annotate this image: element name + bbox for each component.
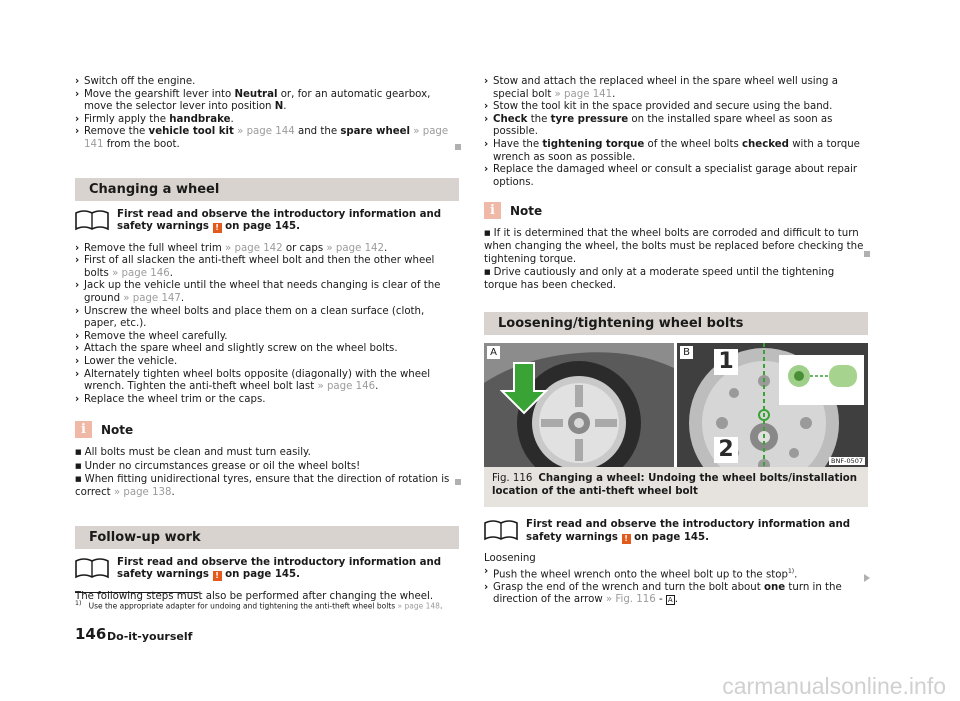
step-item: › Attach the spare wheel and slightly screw on the wheel bolts. bbox=[75, 343, 398, 355]
left-column bbox=[75, 76, 459, 603]
step-item: › Check the tyre pressure on the installed spare wheel as soon as possible. bbox=[484, 113, 833, 138]
step-list-top bbox=[75, 76, 459, 152]
step-list-mid bbox=[75, 243, 459, 407]
step-arrow-icon: › bbox=[484, 101, 489, 113]
step-item: › Alternately tighten wheel bolts opposite (diagonally) with the wheel wrench. Tighten the anti-theft wheel bolt last » page 146. bbox=[75, 368, 431, 393]
step-arrow-icon: › bbox=[484, 113, 489, 125]
callout-1: 1 bbox=[718, 349, 734, 375]
step-arrow-icon: › bbox=[75, 113, 80, 125]
step-item: › Unscrew the wheel bolts and place them on a clean surface (cloth, paper, etc.). bbox=[75, 305, 425, 330]
note-list bbox=[484, 227, 868, 292]
step-arrow-icon: › bbox=[75, 393, 80, 405]
step-list-top bbox=[484, 76, 868, 189]
step-item: › Switch off the engine. bbox=[75, 76, 196, 87]
step-item: › Stow and attach the replaced wheel in the spare wheel well using a special bolt » page 141. bbox=[484, 76, 838, 100]
step-arrow-icon: › bbox=[75, 242, 80, 254]
end-mark-icon bbox=[455, 144, 461, 150]
step-item: › Jack up the vehicle until the wheel that needs changing is clear of the ground » page 147. bbox=[75, 280, 441, 304]
step-item: › Move the gearshift lever into Neutral or, for an automatic gearbox, move the selector lever into position N. bbox=[75, 88, 431, 113]
step-arrow-icon: › bbox=[75, 280, 80, 292]
page-link[interactable]: » page 147 bbox=[120, 292, 181, 304]
end-mark-icon bbox=[864, 251, 870, 257]
end-mark-icon bbox=[455, 479, 461, 485]
info-icon: i bbox=[484, 202, 501, 219]
figure-code: BNF-0507 bbox=[831, 457, 863, 466]
step-arrow-icon: › bbox=[484, 76, 489, 87]
continue-arrow-icon bbox=[864, 574, 870, 582]
step-item: › Have the tightening torque of the wheel bolts checked with a torque wrench as soon as possible. bbox=[484, 138, 860, 163]
page-link[interactable]: » page 146 bbox=[108, 267, 170, 279]
book-icon bbox=[75, 557, 109, 579]
step-item: › Remove the full wheel trim » page 142 or caps » page 142. bbox=[75, 242, 388, 254]
callout-2: 2 bbox=[718, 437, 734, 463]
page-link[interactable]: » page 148 bbox=[395, 601, 440, 611]
page-link[interactable]: on page 145. bbox=[221, 569, 300, 581]
figure-part-box: A bbox=[667, 596, 673, 605]
footnote: $^{1)}$ Use the appropriate adapter for undoing and tightening the anti-theft wheel bolts » page 148. bbox=[75, 600, 443, 611]
section-title: Loosening/tightening wheel bolts bbox=[484, 312, 868, 335]
note-item: ■ When fitting unidirectional tyres, ensure that the direction of rotation is correct » page 138. bbox=[75, 473, 459, 499]
watermark: carmanualsonline.info bbox=[722, 673, 946, 700]
step-item: › Remove the wheel carefully. bbox=[75, 330, 228, 342]
note-item: ■ Under no circumstances grease or oil the wheel bolts! bbox=[75, 460, 459, 474]
step-arrow-icon: › bbox=[484, 138, 489, 150]
figure-caption: Fig. 116 Changing a wheel: Undoing the wheel bolts/installation location of the anti-theft wheel bolt bbox=[484, 467, 868, 507]
read-first-row: First read and observe the introductory information and safety warnings ! on page 145. bbox=[75, 209, 459, 235]
step-item: › Replace the wheel trim or the caps. bbox=[75, 393, 266, 405]
step-item: › Grasp the end of the wrench and turn the bolt about one turn in the direction of the arrow » Fig. 116 - A . bbox=[484, 581, 842, 606]
footnote-rule bbox=[75, 592, 199, 593]
wheel-illustration bbox=[484, 343, 868, 467]
info-icon: i bbox=[75, 421, 92, 438]
page-link[interactable]: » page 146 bbox=[314, 381, 376, 393]
page-link[interactable]: » page 142 bbox=[323, 242, 385, 254]
page-link[interactable]: on page 145. bbox=[630, 531, 709, 543]
section-title: Changing a wheel bbox=[75, 178, 459, 201]
step-arrow-icon: › bbox=[484, 164, 489, 176]
step-item: › Lower the vehicle. bbox=[75, 355, 178, 367]
note-item: ■ All bolts must be clean and must turn easily. bbox=[75, 446, 459, 460]
subheading: Loosening bbox=[484, 553, 536, 565]
step-item: › Push the wheel wrench onto the wheel bolt up to the stop$^{1)}$. bbox=[484, 565, 798, 581]
warning-icon: ! bbox=[622, 534, 631, 544]
step-item: › Stow the tool kit in the space provided and secure using the band. bbox=[484, 101, 833, 113]
figure-116 bbox=[484, 343, 868, 467]
note-item: ■ If it is determined that the wheel bolts are corroded and difficult to turn when changing the wheel, the bolts must be replaced before checking the tightening torque. bbox=[484, 227, 868, 266]
step-item: › Replace the damaged wheel or consult a specialist garage about repair options. bbox=[484, 164, 858, 188]
step-item: › Remove the vehicle tool kit » page 144 and the spare wheel » page 141 from the boot. bbox=[75, 126, 449, 150]
step-item: › First of all slacken the anti-theft wheel bolt and then the other wheel bolts » page 146. bbox=[75, 255, 435, 279]
page-number: 146 bbox=[75, 625, 107, 643]
step-arrow-icon: › bbox=[484, 565, 489, 577]
right-column bbox=[484, 76, 868, 607]
note-list bbox=[75, 446, 459, 499]
step-arrow-icon: › bbox=[75, 368, 80, 380]
warning-icon: ! bbox=[213, 223, 222, 233]
step-arrow-icon: › bbox=[75, 76, 80, 87]
figure-label-b: B bbox=[680, 346, 693, 359]
read-first-row: First read and observe the introductory information and safety warnings ! on page 145. bbox=[75, 557, 459, 583]
step-arrow-icon: › bbox=[75, 343, 80, 355]
figure-link[interactable]: » Fig. 116 bbox=[602, 594, 656, 606]
note-item: ■ Drive cautiously and only at a moderate speed until the tightening torque has been checked. bbox=[484, 266, 868, 292]
step-arrow-icon: › bbox=[75, 88, 80, 100]
note-heading: i Note bbox=[75, 420, 459, 440]
book-icon bbox=[484, 519, 518, 541]
step-arrow-icon: › bbox=[75, 255, 80, 267]
step-arrow-icon: › bbox=[75, 355, 80, 367]
page-link[interactable]: » page 138 bbox=[110, 487, 172, 499]
page-link[interactable]: » page 142 bbox=[221, 242, 283, 254]
body-paragraph: The following steps must also be performed after changing the wheel. bbox=[75, 590, 434, 602]
page-link[interactable]: » page 144 bbox=[233, 126, 295, 138]
book-icon bbox=[75, 209, 109, 231]
step-arrow-icon: › bbox=[75, 305, 80, 317]
step-item: › Firmly apply the handbrake. bbox=[75, 113, 234, 125]
step-arrow-icon: › bbox=[484, 581, 489, 593]
page-link[interactable]: » page 141 bbox=[551, 88, 613, 100]
step-arrow-icon: › bbox=[75, 330, 80, 342]
section-title: Follow-up work bbox=[75, 526, 459, 549]
step-arrow-icon: › bbox=[75, 126, 80, 138]
page-link[interactable]: on page 145. bbox=[221, 221, 300, 233]
figure-label-a: A bbox=[487, 346, 500, 359]
step-list-bottom bbox=[484, 566, 868, 607]
page-link[interactable]: » page 141 bbox=[84, 126, 449, 150]
read-first-row: First read and observe the introductory information and safety warnings ! on page 145. bbox=[484, 519, 868, 545]
note-heading: i Note bbox=[484, 201, 868, 221]
warning-icon: ! bbox=[213, 571, 222, 581]
page-section-title: Do-it-yourself bbox=[107, 630, 193, 643]
